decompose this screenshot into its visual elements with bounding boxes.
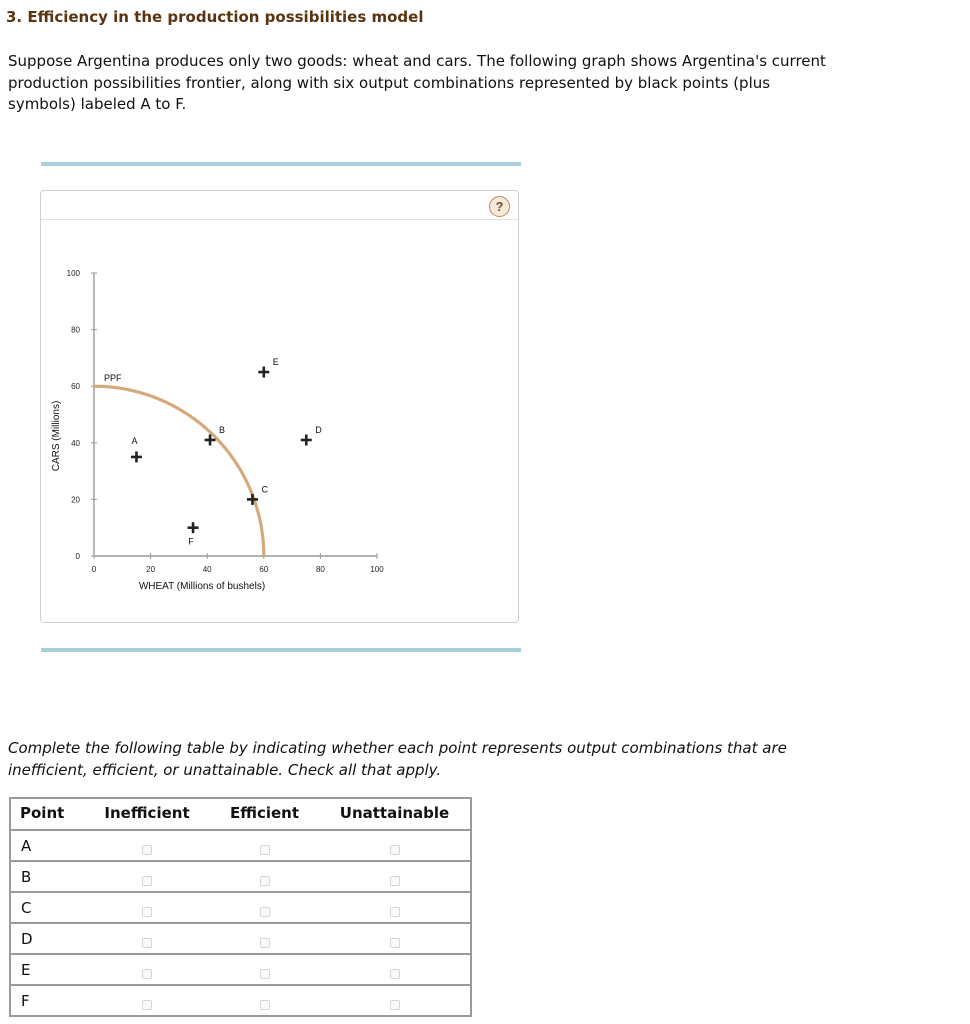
point-label: C xyxy=(261,484,268,495)
point-label: D xyxy=(315,424,322,435)
efficient-cell xyxy=(210,923,319,954)
efficient-cell xyxy=(210,861,319,892)
chart-ticks xyxy=(67,269,385,574)
inefficient-cell xyxy=(84,892,210,923)
checkbox-c-efficient[interactable] xyxy=(260,907,270,917)
ppf-label: PPF xyxy=(104,373,122,383)
ppf-curve xyxy=(94,386,264,556)
header-efficient: Efficient xyxy=(210,798,319,830)
table-row xyxy=(10,923,471,954)
x-axis-title: WHEAT (Millions of bushels) xyxy=(138,581,266,592)
checkbox-e-efficient[interactable] xyxy=(260,969,270,979)
unattainable-cell xyxy=(319,830,471,861)
table-instructions: Complete the following table by indicating whether each point represents output combinations that are inefficient, efficient, or unattainable. Check all that apply. xyxy=(8,739,787,779)
graph-bottom-divider xyxy=(41,648,521,652)
point-cell: C xyxy=(10,892,84,923)
table-header-row xyxy=(10,798,471,830)
checkbox-e-inefficient[interactable] xyxy=(142,969,152,979)
point-cell: F xyxy=(10,985,84,1016)
checkbox-c-unattainable[interactable] xyxy=(390,907,400,917)
point-d[interactable] xyxy=(301,425,323,446)
checkbox-b-unattainable[interactable] xyxy=(390,876,400,886)
checkbox-c-inefficient[interactable] xyxy=(142,907,152,917)
point-label: B xyxy=(219,424,226,435)
y-tick-label: 80 xyxy=(71,325,80,335)
table-row xyxy=(10,861,471,892)
efficient-cell xyxy=(210,830,319,861)
checkbox-a-inefficient[interactable] xyxy=(142,845,152,855)
unattainable-cell xyxy=(319,892,471,923)
inefficient-cell xyxy=(84,954,210,985)
y-axis-title: CARS (Millions) xyxy=(51,400,62,472)
header-point: Point xyxy=(10,798,84,830)
x-tick-label: 100 xyxy=(370,565,384,574)
point-label: A xyxy=(131,435,138,446)
x-tick-label: 40 xyxy=(202,565,212,574)
table-row xyxy=(10,892,471,923)
point-label: F xyxy=(188,536,194,547)
inefficient-cell xyxy=(84,830,210,861)
question-title: 3. Efficiency in the production possibilities model xyxy=(6,8,424,26)
header-unattainable: Unattainable xyxy=(319,798,471,830)
checkbox-a-efficient[interactable] xyxy=(260,845,270,855)
inefficient-cell xyxy=(84,861,210,892)
classification-table xyxy=(9,797,472,1017)
point-e[interactable] xyxy=(258,357,279,378)
checkbox-f-efficient[interactable] xyxy=(260,1000,270,1010)
table-row xyxy=(10,830,471,861)
point-label: E xyxy=(272,357,279,368)
checkbox-a-unattainable[interactable] xyxy=(390,845,400,855)
y-tick-label: 60 xyxy=(71,382,80,392)
checkbox-d-efficient[interactable] xyxy=(260,938,270,948)
checkbox-f-unattainable[interactable] xyxy=(390,1000,400,1010)
checkbox-b-inefficient[interactable] xyxy=(142,876,152,886)
x-tick-label: 0 xyxy=(91,565,97,574)
checkbox-e-unattainable[interactable] xyxy=(390,969,400,979)
header-inefficient: Inefficient xyxy=(84,798,210,830)
checkbox-d-unattainable[interactable] xyxy=(390,938,400,948)
x-tick-label: 80 xyxy=(315,565,325,574)
point-cell: D xyxy=(10,923,84,954)
point-f[interactable] xyxy=(188,522,199,547)
efficient-cell xyxy=(210,954,319,985)
question-intro: Suppose Argentina produces only two goods: wheat and cars. The following graph shows Argentina's current production possibilities frontier, along with six output combinations represented by black points (plus symbols) labeled A to F. xyxy=(8,52,826,113)
table-row xyxy=(10,954,471,985)
checkbox-b-efficient[interactable] xyxy=(260,876,270,886)
unattainable-cell xyxy=(319,954,471,985)
table-row xyxy=(10,985,471,1016)
chart-axes xyxy=(94,273,377,556)
unattainable-cell xyxy=(319,861,471,892)
efficient-cell xyxy=(210,892,319,923)
y-tick-label: 20 xyxy=(71,495,80,505)
point-cell: E xyxy=(10,954,84,985)
checkbox-d-inefficient[interactable] xyxy=(142,938,152,948)
efficient-cell xyxy=(210,985,319,1016)
inefficient-cell xyxy=(84,985,210,1016)
y-tick-label: 0 xyxy=(75,552,80,561)
point-cell: B xyxy=(10,861,84,892)
point-a[interactable] xyxy=(131,436,142,463)
x-tick-label: 20 xyxy=(146,565,156,574)
point-cell: A xyxy=(10,830,84,861)
unattainable-cell xyxy=(319,923,471,954)
unattainable-cell xyxy=(319,985,471,1016)
x-tick-label: 60 xyxy=(259,565,269,574)
y-tick-label: 100 xyxy=(66,269,80,278)
y-tick-label: 40 xyxy=(71,438,80,448)
help-icon[interactable]: ? xyxy=(489,196,510,217)
inefficient-cell xyxy=(84,923,210,954)
checkbox-f-inefficient[interactable] xyxy=(142,1000,152,1010)
